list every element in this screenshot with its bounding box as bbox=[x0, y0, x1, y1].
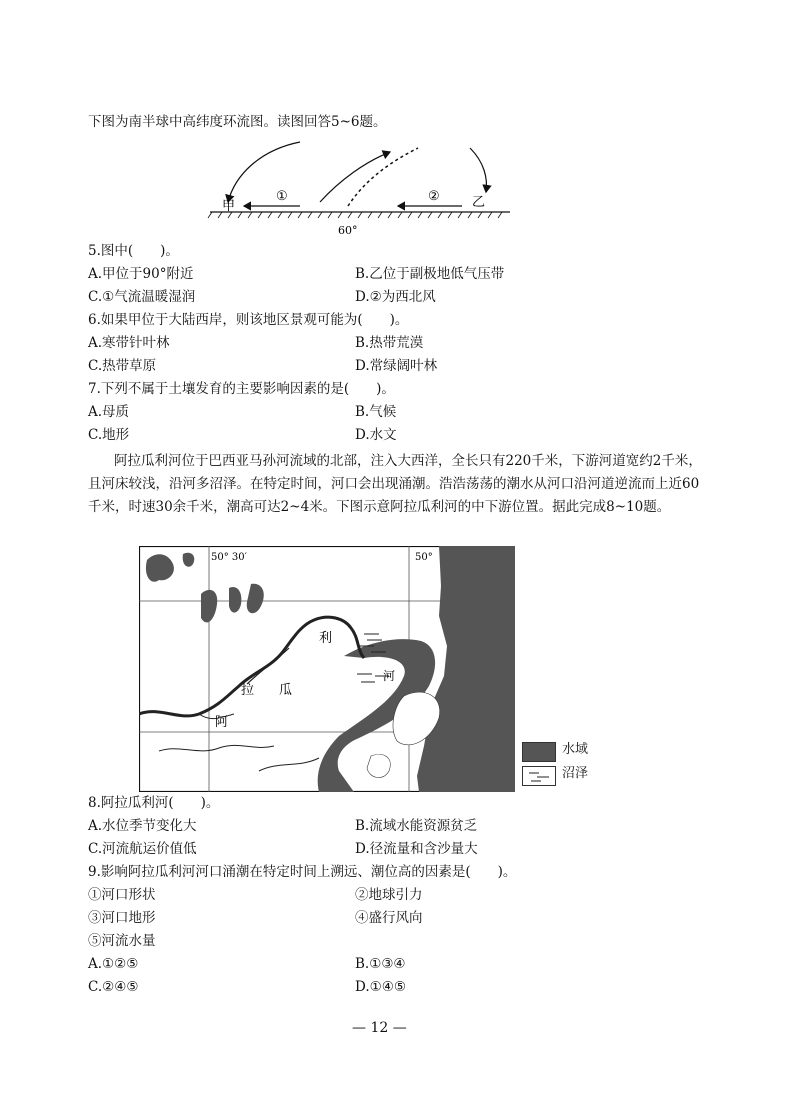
label-yi: 乙 bbox=[472, 195, 486, 210]
q6-option-c: C.热带草原 bbox=[88, 358, 157, 374]
q5-option-b: B.乙位于副极地低气压带 bbox=[355, 266, 505, 282]
q9-factor-3: ③河口地形 bbox=[88, 910, 156, 926]
q9-option-b: B.①③④ bbox=[355, 956, 406, 972]
passage-text: 阿拉瓜利河位于巴西亚马孙河流域的北部，注入大西洋，全长只有220千米，下游河道宽约2千米，且河床较浅，沿河多沼泽。在特定时间，河口会出现涌潮。浩浩荡荡的潮水从河口沿河道逆流而上近60千米，时速30余千米，潮高可达2~4米。下图示意阿拉瓜利河的中下游位置。据此完成8~10题。 bbox=[88, 453, 702, 515]
q8-stem: 8.阿拉瓜利河( )。 bbox=[88, 795, 220, 811]
q6-option-b: B.热带荒漠 bbox=[355, 335, 424, 351]
map-river-char-2: 拉 bbox=[241, 683, 255, 698]
q8-option-c: C.河流航运价值低 bbox=[88, 841, 197, 857]
map-river-char-3: 瓜 bbox=[279, 683, 293, 698]
legend-swamp-label: 沼泽 bbox=[562, 766, 589, 781]
legend-water-swatch bbox=[522, 742, 556, 762]
q6-option-a: A.寒带针叶林 bbox=[88, 335, 170, 351]
label-arrow-1: ① bbox=[276, 189, 288, 204]
q7-option-d: D.水文 bbox=[355, 427, 397, 443]
q9-option-d: D.①④⑤ bbox=[355, 979, 406, 995]
legend-water-label: 水域 bbox=[562, 742, 589, 757]
q6-option-d: D.常绿阔叶林 bbox=[355, 358, 438, 374]
river-map bbox=[139, 546, 515, 792]
circulation-diagram bbox=[200, 140, 520, 240]
q7-option-b: B.气候 bbox=[355, 404, 397, 420]
q9-factor-1: ①河口形状 bbox=[88, 887, 156, 903]
map-lon-label-1: 50° 30′ bbox=[211, 552, 247, 563]
map-river-char-5: 阿 bbox=[215, 715, 229, 730]
label-latitude: 60° bbox=[338, 224, 358, 237]
q9-factor-5: ⑤河流水量 bbox=[88, 933, 156, 949]
q8-option-d: D.径流量和含沙量大 bbox=[355, 841, 478, 857]
q9-factor-4: ④盛行风向 bbox=[355, 910, 423, 926]
legend-swamp-swatch bbox=[522, 766, 556, 786]
q9-stem: 9.影响阿拉瓜利河河口涌潮在特定时间上溯远、潮位高的因素是( )。 bbox=[88, 864, 517, 880]
q8-option-a: A.水位季节变化大 bbox=[88, 818, 197, 834]
q9-option-c: C.②④⑤ bbox=[88, 979, 139, 995]
label-jia: 甲 bbox=[222, 199, 236, 214]
map-river-char-1: 利 bbox=[319, 631, 333, 646]
q9-factor-2: ②地球引力 bbox=[355, 887, 423, 903]
section-intro: 下图为南半球中高纬度环流图。读图回答5~6题。 bbox=[88, 114, 387, 130]
map-lon-label-2: 50° bbox=[415, 552, 433, 563]
q8-option-b: B.流域水能资源贫乏 bbox=[355, 818, 478, 834]
q5-option-c: C.①气流温暖湿润 bbox=[88, 289, 196, 305]
q9-option-a: A.①②⑤ bbox=[88, 956, 139, 972]
q7-option-c: C.地形 bbox=[88, 427, 130, 443]
map-river-char-4: 河 bbox=[383, 669, 396, 683]
q5-option-d: D.②为西北风 bbox=[355, 289, 436, 305]
q7-stem: 7.下列不属于土壤发育的主要影响因素的是( )。 bbox=[88, 381, 395, 397]
page-number: — 12 — bbox=[352, 1020, 407, 1036]
q5-option-a: A.甲位于90°附近 bbox=[88, 266, 194, 282]
q5-stem: 5.图中( )。 bbox=[88, 243, 179, 259]
label-arrow-2: ② bbox=[428, 189, 440, 204]
q7-option-a: A.母质 bbox=[88, 404, 130, 420]
q6-stem: 6.如果甲位于大陆西岸，则该地区景观可能为( )。 bbox=[88, 312, 409, 328]
